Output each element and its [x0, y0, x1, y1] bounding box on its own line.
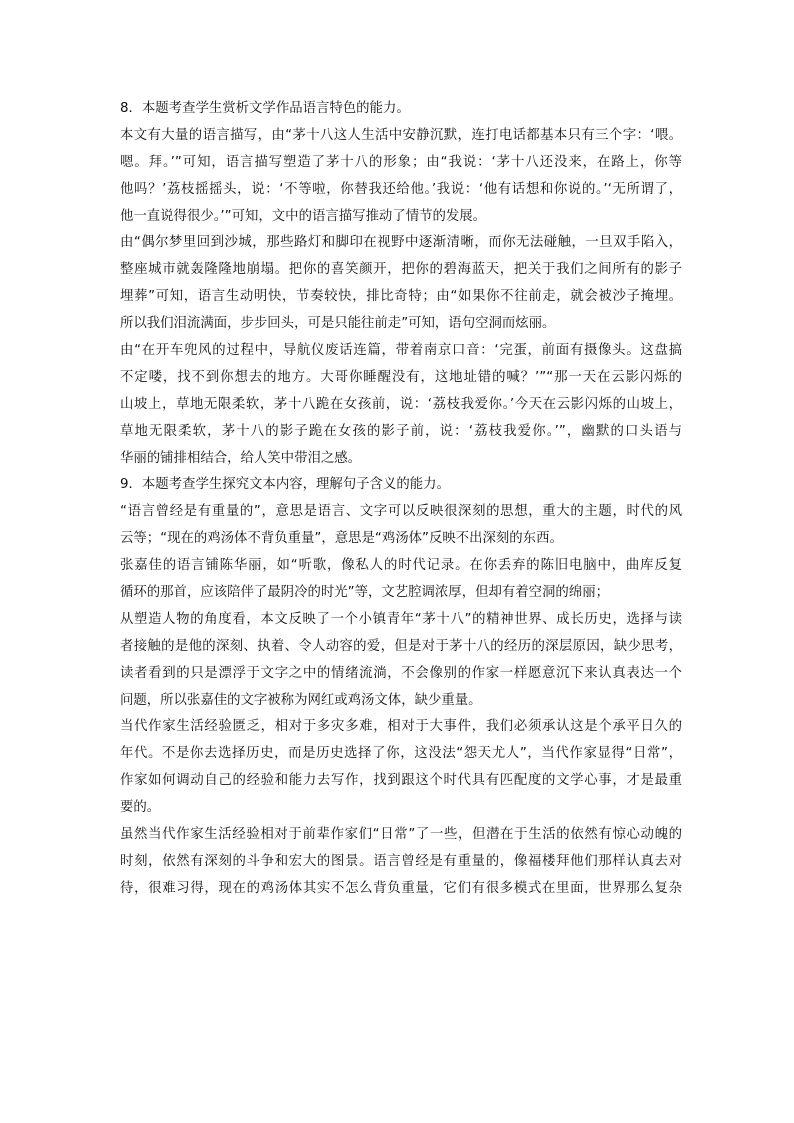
- text-line: 作家如何调动自己的经验和能力去写作，找到跟这个时代具有匹配度的文学心事，才是最重: [120, 773, 682, 789]
- text-line: 所以我们泪流满面，步步回头，可是只能往前走”可知，语句空洞而炫丽。: [120, 316, 556, 332]
- text-line: 待，很难习得，现在的鸡汤体其实不怎么背负重量，它们有很多模式在里面，世界那么复杂: [120, 880, 682, 896]
- text-line: 时刻，依然有深刻的斗争和宏大的图景。语言曾经是有重量的，像福楼拜他们那样认真去对: [120, 853, 682, 869]
- text-line: 者接触的是他的深刻、执着、令人动容的爱，但是对于茅十八的经历的深层原因，缺少思考，: [120, 638, 682, 654]
- text-line: 循环的那首，应该陪伴了最阴冷的时光”等，文艺腔调浓厚，但却有着空洞的绵丽；: [120, 585, 609, 601]
- text-line: 埋葬”可知，语言生动明快，节奏较快，排比奇特；由“如果你不往前走，就会被沙子掩埋。: [120, 289, 682, 305]
- text-line: 山坡上，草地无限柔软，茅十八跪在女孩前，说：‘荔枝我爱你。’今天在云影闪烁的山坡上，: [120, 396, 682, 412]
- text-line: 他吗？’荔枝摇摇头，说：‘不等啦，你替我还给他。’我说：‘他有话想和你说的。’‘无所谓了，: [120, 181, 682, 197]
- text-line: 要的。: [120, 800, 161, 816]
- text-line: 云等；“现在的鸡汤体不背负重量”，意思是“鸡汤体”反映不出深刻的东西。: [120, 531, 563, 547]
- text-line: 不定喽，找不到你想去的地方。大哥你睡醒没有，这地址错的喊？’”“那一天在云影闪烁的: [120, 369, 682, 385]
- document-page: [120, 96, 682, 903]
- text-line: 年代。不是你去选择历史，而是历史选择了你，这没法“怨天尤人”，当代作家显得“日常”，: [120, 746, 682, 762]
- text-line: 读者看到的只是漂浮于文字之中的情绪流淌，不会像别的作家一样愿意沉下来认真表达一个: [120, 665, 682, 681]
- text-line: 草地无限柔软，茅十八的影子跪在女孩的影子前，说：‘荔枝我爱你。’”，幽默的口头语与: [120, 423, 682, 439]
- text-line: 当代作家生活经验匮乏，相对于多灾多难，相对于大事件，我们必须承认这是个承平日久的: [120, 719, 682, 735]
- text-line: “语言曾经是有重量的”，意思是语言、文字可以反映很深刻的思想，重大的主题，时代的风: [120, 504, 682, 520]
- text-line: 嗯。拜。’”可知，语言描写塑造了茅十八的形象；由“我说：‘茅十八还没来，在路上，你等: [120, 154, 682, 170]
- text-line: 从塑造人物的角度看，本文反映了一个小镇青年“茅十八”的精神世界、成长历史，选择与读: [120, 611, 682, 627]
- text-line: 华丽的铺排相结合，给人笑中带泪之感。: [120, 450, 362, 466]
- text-line: 8．本题考查学生赏析文学作品语言特色的能力。: [120, 101, 410, 116]
- text-line: 整座城市就轰隆隆地崩塌。把你的喜笑颜开，把你的碧海蓝天，把关于我们之间所有的影子: [120, 262, 682, 278]
- text-line: 他一直说得很少。’”可知，文中的语言描写推动了情节的发展。: [120, 208, 487, 224]
- text-line: 张嘉佳的语言铺陈华丽，如“听歌，像私人的时代记录。在你丢弃的陈旧电脑中，曲库反复: [120, 558, 682, 574]
- text-line: 9．本题考查学生探究文本内容，理解句子含义的能力。: [120, 477, 450, 493]
- text-line: 由“偶尔梦里回到沙城，那些路灯和脚印在视野中逐渐清晰，而你无法碰触，一旦双手陷入，: [120, 235, 682, 251]
- text-line: 问题，所以张嘉佳的文字被称为网红或鸡汤文体，缺少重量。: [120, 692, 482, 708]
- text-line: 虽然当代作家生活经验相对于前辈作家们“日常”了一些，但潜在于生活的依然有惊心动魄的: [120, 827, 682, 843]
- text-line: 由“在开车兜风的过程中，导航仪废话连篇，带着南京口音：‘完蛋，前面有摄像头。这盘搞: [120, 343, 682, 359]
- text-line: 本文有大量的语言描写，由“茅十八这人生活中安静沉默，连打电话都基本只有三个字：‘喂。: [120, 127, 682, 143]
